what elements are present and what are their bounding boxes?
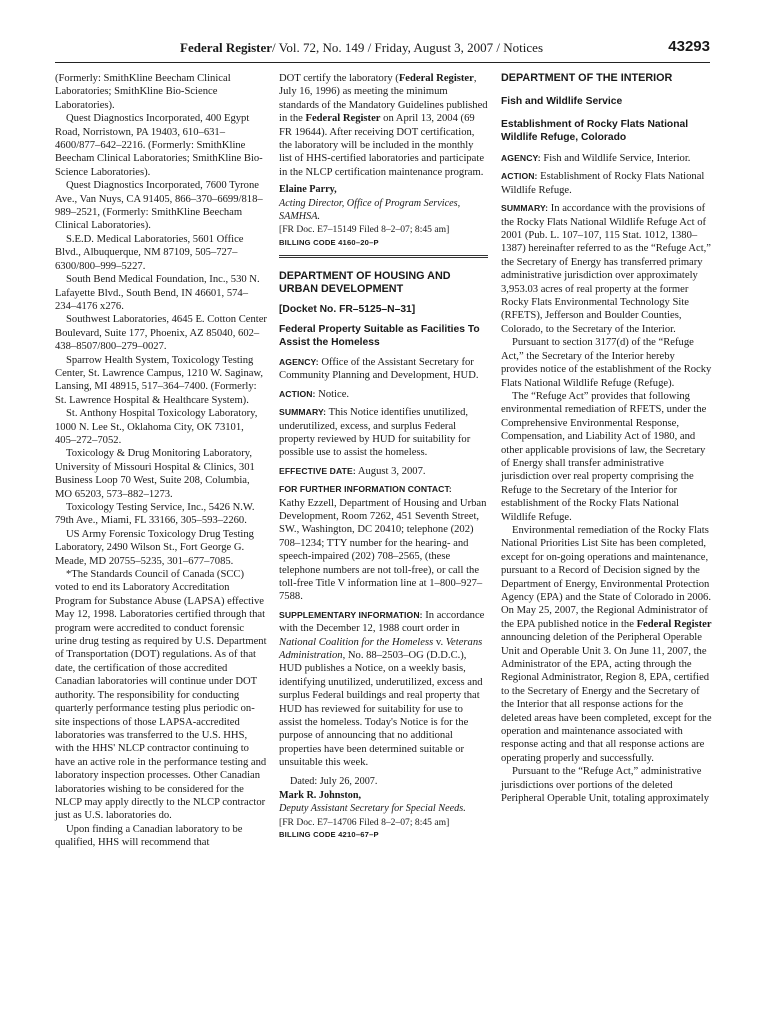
- case-name: National Coalition for the Homeless: [279, 636, 434, 648]
- summary-field: [501, 202, 713, 336]
- supplementary-field: [279, 609, 488, 770]
- field-label: AGENCY:: [279, 356, 319, 367]
- column-1: [55, 72, 267, 850]
- action-field: [279, 388, 488, 401]
- action-field: [501, 170, 713, 197]
- lab-entry: Toxicology Testing Service, Inc., 5426 N.W. 79th Ave., Miami, FL 33166, 305–593–2260.: [55, 502, 255, 527]
- field-value: Establishment of Rocky Flats National Wildlife Refuge.: [501, 171, 705, 196]
- field-value: August 3, 2007.: [355, 465, 426, 477]
- issue-info: / Vol. 72, No. 149 / Friday, August 3, 2007 / Notices: [272, 40, 544, 55]
- header-rule: [55, 62, 710, 63]
- fr-citation: Federal Register: [636, 618, 712, 630]
- field-label: FOR FURTHER INFORMATION CONTACT:: [279, 484, 452, 495]
- signer-name: Elaine Parry,: [279, 184, 337, 196]
- notice-subject: Federal Property Suitable as Facilities To Assist the Homeless: [279, 323, 480, 348]
- field-value: Kathy Ezzell, Department of Housing and Urban Development, Room 7262, 451 Seventh Street, SW., Washington, DC 20410; telephone (202) 708–1234; TTY number for the hearing- and speech-impaired (202) 708–2565, (these telephone numbers are not toll-free), or call the toll-free Title V information line at 1–800–927–7588.: [279, 497, 487, 603]
- column-2: [279, 72, 488, 839]
- bureau-heading: Fish and Wildlife Service: [501, 96, 623, 107]
- department-heading: DEPARTMENT OF HOUSING AND URBAN DEVELOPMENT: [279, 269, 451, 295]
- fr-doc-line: [FR Doc. E7–15149 Filed 8–2–07; 8:45 am]: [279, 224, 450, 236]
- field-label: SUMMARY:: [279, 407, 327, 418]
- lab-entry: Sparrow Health System, Toxicology Testing Center, St. Lawrence Campus, 1210 W. Saginaw, Lansing, MI 48915, 517–364–7400. (Formerly: St. Lawrence Hospital & Healthcare System).: [55, 354, 264, 406]
- case-name: Veterans Administration: [279, 636, 483, 661]
- agency-field: [501, 152, 713, 165]
- notice-subject: Establishment of Rocky Flats National Wildlife Refuge, Colorado: [501, 119, 689, 143]
- agency-field: [279, 356, 488, 383]
- docket-number: [Docket No. FR–5125–N–31]: [279, 303, 416, 315]
- billing-code: BILLING CODE 4210–67–P: [279, 830, 379, 840]
- field-value: Notice.: [315, 388, 350, 400]
- page-number: 43293: [668, 38, 710, 55]
- field-label: SUMMARY:: [501, 203, 549, 214]
- text-run: , No. 88–2503–OG (D.D.C.), HUD publishes a Notice, on a weekly basis, identifying unutilized, underutilized, excess and surplus Federal buildings and real property that HUD has reviewed for suitability for use to assist the homeless. Today's Notice is for the purpose of announcing that no additional properties have been determined suitable or unsuitable this week.: [279, 650, 483, 769]
- field-label: ACTION:: [279, 388, 316, 399]
- lab-entry: Quest Diagnostics Incorporated, 400 Egypt Road, Norristown, PA 19403, 610–631–4600/877–642–2216. (Formerly: SmithKline Beecham Clinical Laboratories; SmithKline Bio-Science Laboratories).: [55, 113, 263, 178]
- lab-entry: S.E.D. Medical Laboratories, 5601 Office Blvd., Albuquerque, NM 87109, 505–727–6300/800–999–5227.: [55, 233, 244, 272]
- field-label: EFFECTIVE DATE:: [279, 465, 356, 476]
- signer-name: Mark R. Johnston,: [279, 790, 362, 802]
- text-run: on April 13, 2004 (69 FR 19644). After receiving DOT certification, the laboratory will be included in the monthly list of HHS-certified laboratories and participate in the NLCP certification maintenance program.: [279, 113, 485, 178]
- billing-code: BILLING CODE 4160–20–P: [279, 237, 379, 247]
- lab-entry: South Bend Medical Foundation, Inc., 530 N. Lafayette Blvd., South Bend, IN 46601, 574–234–4176 x276.: [55, 274, 260, 312]
- paragraph: Pursuant to the “Refuge Act,” administrative jurisdictions over portions of the deleted Peripheral Operable Unit, totaling approximately: [501, 766, 709, 805]
- paragraph: The “Refuge Act” provides that following environmental remediation of RFETS, under the Comprehensive Environmental Response, Compensation, and Liability Act of 1980, and other applicable provisions of law, the Secretary of Energy shall transfer administrative jurisdiction over real property comprising the Refuge to the Secretary of the Interior for establishment of the Rocky Flats National Wildlife Refuge.: [501, 390, 707, 523]
- text-run: , July 16, 1996) as meeting the minimum standards of the Mandatory Guidelines published in the: [279, 73, 488, 125]
- text-run: Environmental remediation of the Rocky Flats National Priorities List Site has been completed, except for on-going operations and maintenance, pursuant to a Record of Decision signed by the Department of Energy, Environmental Protection Agency (EPA) and the State of Colorado in 2006. On May 25, 2007, the Regional Administrator of the EPA published notice in the: [501, 524, 711, 630]
- field-label: AGENCY:: [501, 153, 541, 163]
- separator-rule: [279, 255, 488, 256]
- fr-citation: Federal Register: [398, 73, 474, 84]
- field-label: SUPPLEMENTARY INFORMATION:: [279, 609, 423, 620]
- lab-entry: Southwest Laboratories, 4645 E. Cotton Center Boulevard, Suite 177, Phoenix, AZ 85040, 602–438–8507/800–279–0027.: [55, 314, 267, 353]
- lab-entry: St. Anthony Hospital Toxicology Laboratory, 1000 N. Lee St., Oklahoma City, OK 73101, 405–272–7052.: [55, 408, 258, 446]
- contact-field: [279, 483, 488, 604]
- summary-field: [279, 406, 488, 460]
- signer-title: Deputy Assistant Secretary for Special Needs.: [279, 803, 466, 815]
- field-value: This Notice identifies unutilized, underutilized, excess, and surplus Federal property reviewed by HUD for suitability for possible use to assist the homeless.: [279, 407, 471, 459]
- signer-title: Acting Director, Office of Program Services, SAMHSA.: [279, 197, 461, 223]
- field-label: ACTION:: [501, 171, 538, 182]
- fr-doc-line: [FR Doc. E7–14706 Filed 8–2–07; 8:45 am]: [279, 816, 450, 828]
- page-header: [55, 38, 710, 58]
- effective-date-field: [279, 465, 488, 478]
- separator-rule: [279, 257, 488, 258]
- field-value: Fish and Wildlife Service, Interior.: [540, 153, 691, 164]
- field-value: Office of the Assistant Secretary for Community Planning and Development, HUD.: [279, 356, 479, 382]
- lab-entry: US Army Forensic Toxicology Drug Testing Laboratory, 2490 Wilson St., Fort George G. Meade, MD 20755–5235, 301–677–7085.: [55, 528, 254, 567]
- text-run: announcing deletion of the Peripheral Operable Unit and Operable Unit 3. On June 11, 2007, the Administrator of the EPA, acting through the Regional Administrator, Region 8, EPA, certified to the Secretary of Energy and the Secretary of the Interior that all response actions for the deleted areas have been completed, except for the operation and maintenance associated with response acting and that all response actions are operating properly and successfully.: [501, 632, 712, 764]
- column-3: [501, 72, 713, 806]
- lab-entry: Quest Diagnostics Incorporated, 7600 Tyrone Ave., Van Nuys, CA 91405, 866–370–6699/818–989–2521, (Formerly: SmithKline Beecham Clinical Laboratories).: [55, 180, 263, 232]
- text-run: In accordance with the December 12, 1988 court order in: [279, 609, 485, 635]
- text-run: DOT certify the laboratory (: [279, 73, 399, 84]
- dated-line: Dated: July 26, 2007.: [290, 775, 378, 787]
- lab-entry: Toxicology & Drug Monitoring Laboratory, University of Missouri Hospital & Clinics, 301 Business Loop 70 West, Suite 208, Columbia, MO 65203, 573–882–1273.: [55, 448, 255, 500]
- fr-citation: Federal Register: [305, 113, 381, 125]
- footnote-paragraph: *The Standards Council of Canada (SCC) voted to end its Laboratory Accreditation Program for Substance Abuse (LAPSA) effective May 12, 1998. Laboratories certified through that program were accredited to conduct forensic urine drug testing as required by U.S. Department of Transportation (DOT) regulations. As of that date, the certification of those accredited Canadian laboratories will continue under DOT authority. The responsibility for conducting quarterly performance testing plus periodic on-site inspections of those LAPSA-accredited laboratories was transferred to the U.S. HHS, with the HHS' NLCP contractor continuing to have an active role in the performance testing and laboratory inspection processes. Other Canadian laboratories wishing to be considered for the NLCP may apply directly to the NLCP contractor just as U.S. laboratories do.: [55, 569, 267, 822]
- paragraph: Pursuant to section 3177(d) of the “Refuge Act,” the Secretary of the Interior hereby provides notice of the establishment of the Rocky Flats National Wildlife Refuge (Refuge).: [501, 337, 712, 389]
- continued-paragraph: [279, 72, 488, 179]
- paragraph: [501, 524, 713, 765]
- text-run: v.: [433, 636, 446, 648]
- department-heading: DEPARTMENT OF THE INTERIOR: [501, 72, 673, 84]
- paragraph: (Formerly: SmithKline Beecham Clinical Laboratories; SmithKline Bio-Science Laboratories).: [55, 73, 231, 111]
- register-name: Federal Register: [180, 40, 273, 55]
- running-head: [180, 40, 543, 56]
- paragraph: Upon finding a Canadian laboratory to be qualified, HHS will recommend that: [55, 823, 243, 849]
- field-value: In accordance with the provisions of the Rocky Flats National Wildlife Refuge Act of 2001 (Pub. L. 107–107, 115 Stat. 1012, 1380–1387) hereinafter referred to as the “Refuge Act,” the Secretary of Energy has transferred primary administrative jurisdiction over approximately 3,953.03 acres of real property at the former Rocky Flats Environmental Technology Site (RFETS), Jefferson and Boulder Counties, Colorado, to the Secretary of the Interior.: [501, 203, 712, 335]
